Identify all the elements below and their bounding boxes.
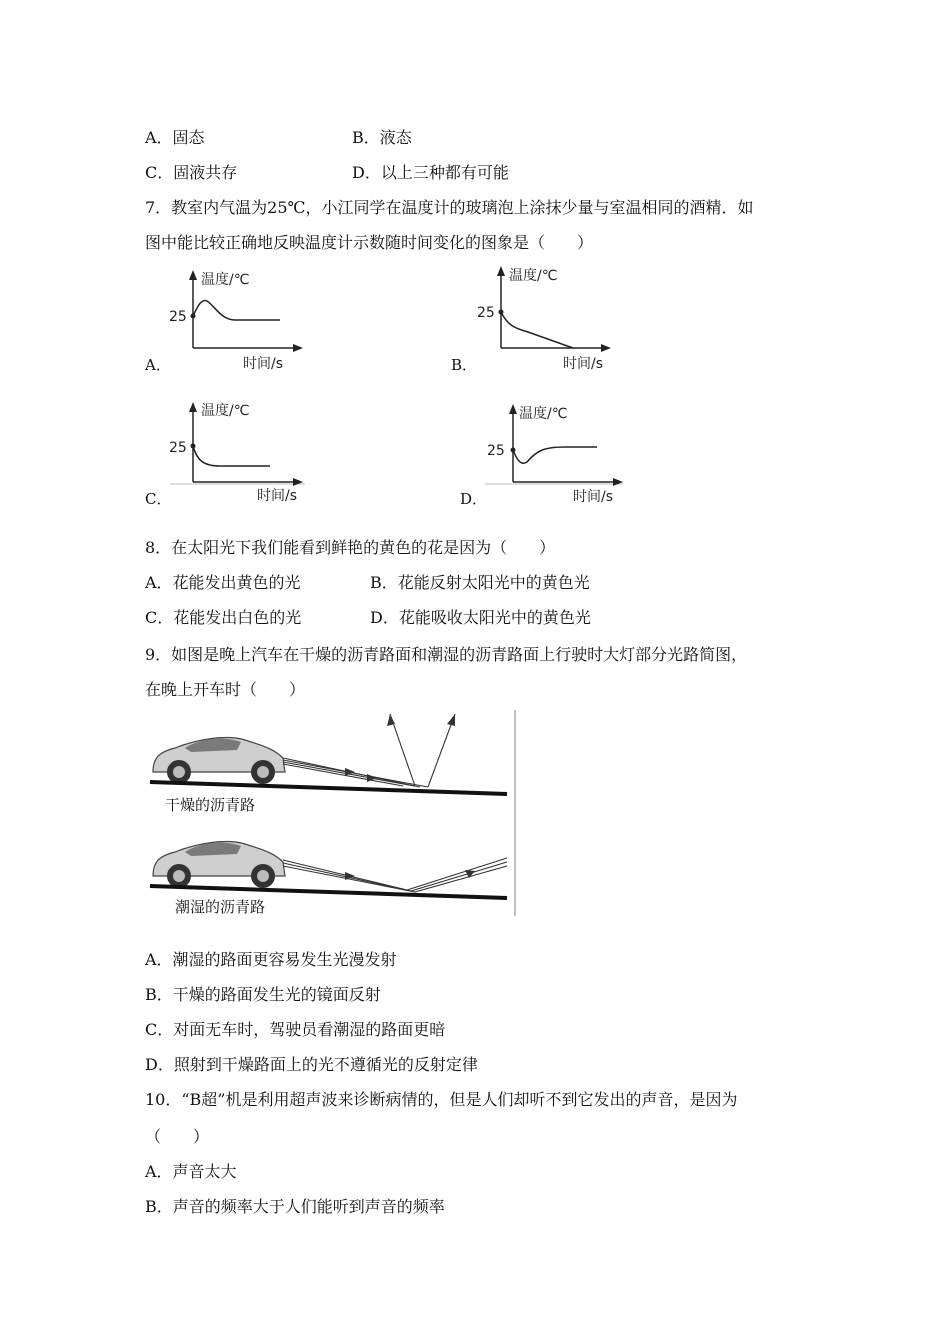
q9-stem-line2: 在晚上开车时（ ） [145, 680, 306, 699]
q6-option-b: B．液态 [352, 128, 412, 147]
q10-option-a: A．声音太大 [145, 1162, 237, 1181]
q7-graph-c-xlabel: 时间/s [257, 488, 298, 504]
q9-wet-road-label: 潮湿的沥青路 [175, 898, 266, 916]
q7-graph-d-label: D． [460, 490, 488, 508]
q7-graph-b-tick: 25 [477, 305, 495, 321]
q6-option-a: A．固态 [145, 128, 205, 147]
q7-graph-d-ylabel: 温度/℃ [519, 406, 568, 422]
q9-option-c: C．对面无车时，驾驶员看潮湿的路面更暗 [145, 1020, 446, 1039]
q7-graph-d-xlabel: 时间/s [573, 489, 614, 505]
q7-graph-b-xlabel: 时间/s [563, 356, 604, 372]
q8-option-a: A．花能发出黄色的光 [145, 573, 301, 592]
q7-graph-c [165, 398, 325, 508]
q7-graph-b-ylabel: 温度/℃ [509, 268, 558, 284]
q9-dry-road-label: 干燥的沥青路 [165, 796, 256, 814]
q7-stem-line2: 图中能比较正确地反映温度计示数随时间变化的图象是（ ） [145, 233, 594, 252]
q10-option-b: B．声音的频率大于人们能听到声音的频率 [145, 1197, 445, 1216]
q7-graph-a-tick: 25 [169, 309, 187, 325]
q6-option-c: C．固液共存 [145, 163, 238, 182]
q8-option-b: B．花能反射太阳光中的黄色光 [370, 573, 590, 592]
q9-stem-line1: 9．如图是晚上汽车在干燥的沥青路面和潮湿的沥青路面上行驶时大灯部分光路简图， [145, 645, 748, 664]
q9-headlight-figure [145, 710, 520, 922]
q7-stem-line1: 7．教室内气温为25℃，小江同学在温度计的玻璃泡上涂抹少量与室温相同的酒精．如 [145, 198, 754, 217]
q6-option-d: D．以上三种都有可能 [352, 163, 509, 182]
q7-graph-c-tick: 25 [169, 440, 187, 456]
q8-option-d: D．花能吸收太阳光中的黄色光 [370, 608, 591, 627]
q7-graph-d-tick: 25 [487, 443, 505, 459]
q7-graph-c-ylabel: 温度/℃ [201, 403, 250, 419]
q7-graph-b [473, 264, 623, 372]
car-icon [153, 842, 285, 888]
q7-graph-d [485, 402, 635, 508]
q7-graph-b-label: B． [451, 356, 478, 374]
q7-graph-c-label: C． [145, 490, 172, 508]
car-icon [153, 738, 285, 784]
q8-option-c: C．花能发出白色的光 [145, 608, 302, 627]
q7-graph-a-label: A． [145, 356, 171, 374]
q9-option-d: D．照射到干燥路面上的光不遵循光的反射定律 [145, 1055, 478, 1074]
q9-option-a: A．潮湿的路面更容易发生光漫发射 [145, 950, 397, 969]
q7-graph-a [165, 268, 315, 373]
q10-stem-line1: 10．“B超”机是利用超声波来诊断病情的，但是人们却听不到它发出的声音，是因为 [145, 1090, 738, 1109]
q7-graph-a-xlabel: 时间/s [243, 356, 284, 372]
q7-graph-a-ylabel: 温度/℃ [201, 272, 250, 288]
q8-stem: 8．在太阳光下我们能看到鲜艳的黄色的花是因为（ ） [145, 538, 556, 557]
q9-option-b: B．干燥的路面发生光的镜面反射 [145, 985, 381, 1004]
q10-stem-line2: （ ） [145, 1127, 210, 1146]
